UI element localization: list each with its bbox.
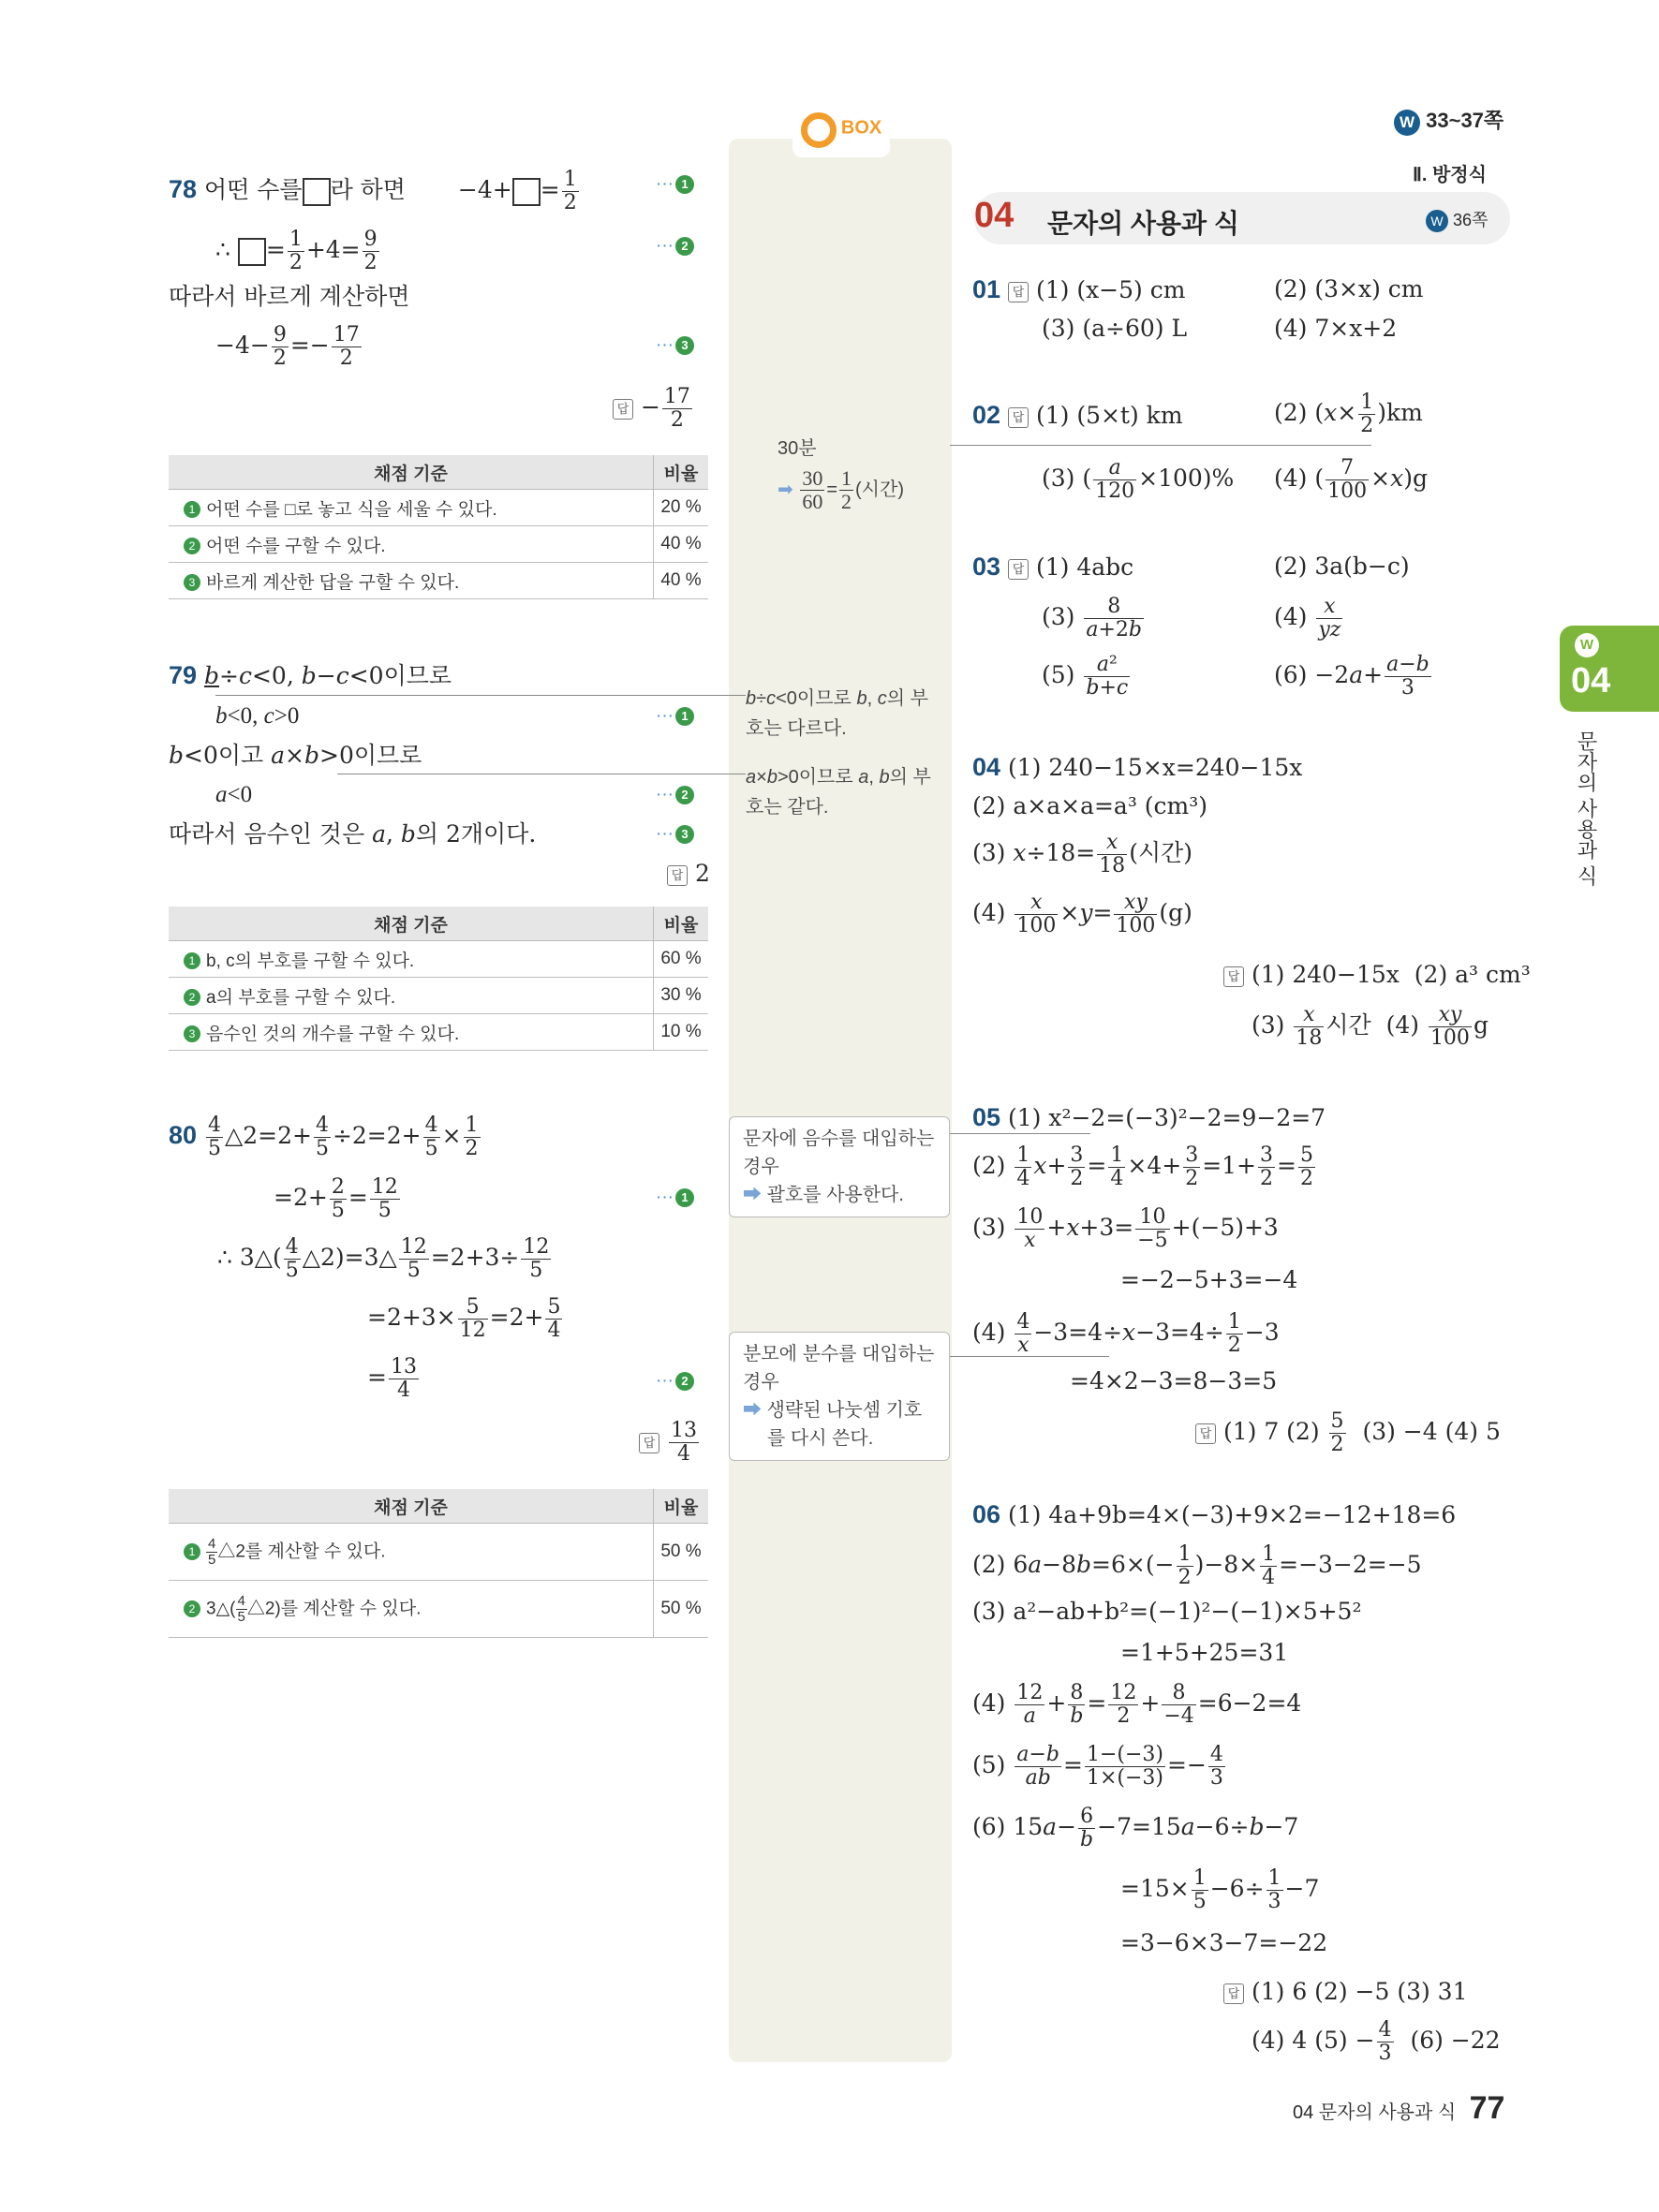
connector-line: [950, 445, 1371, 446]
q06-answer-row2: (4) 4 (5) − $\frac{4}{3}$ (6) −22: [1252, 2018, 1501, 2065]
criteria-table-79: 채점 기준 비율 1 b, c의 부호를 구할 수 있다. 60 % 2 a의 부호를 구할 수 있다. 30 % 3 음수인 것의 개수를 구할 수 있다. 10 %: [169, 907, 708, 1051]
q04-l4: (4) $\frac{x}{100}$ ×y= $\frac{xy}{100}$ (g): [972, 891, 1192, 937]
step-3: ··· 3: [656, 335, 694, 356]
step-1: ··· 1: [656, 706, 694, 727]
q06-l2: (2) 6a−8b=6×(− $\frac{1}{2}$ )−8× $\frac{1}{4}$ =−3−2=−5: [972, 1542, 1422, 1589]
table-row: 1 $\frac{4}{5}$ △2를 계산할 수 있다. 50 %: [169, 1524, 708, 1581]
q06-l6c: =3−6×3−7=−22: [1120, 1929, 1328, 1956]
q06-answer-row1: 답 (1) 6 (2) −5 (3) 31: [1223, 1978, 1468, 2006]
problem-78-line4: −4− $\frac{9}{2}$ =− $\frac{17}{2}$: [215, 323, 360, 370]
q01-a3: (3) (a÷60) L: [1042, 315, 1188, 342]
answer-icon: 답: [639, 1433, 659, 1453]
section-label: Ⅱ. 방정식: [1413, 165, 1487, 185]
q05-l3: (3) $\frac{10}{x}$ +x+3= $\frac{10}{-5}$ +(−5)+3: [972, 1205, 1279, 1252]
qbox-logo: [792, 109, 890, 157]
step-2: ··· 2: [656, 785, 694, 805]
step-1: ··· 1: [656, 174, 694, 195]
q06-l3: (3) a²−ab+b²=(−1)²−(−1)×5+5²: [972, 1598, 1362, 1625]
chapter-number: 04: [974, 196, 1015, 235]
problem-79-line3: b<0이고 a×b>0이므로: [169, 742, 422, 769]
q06-l5: (5) $\frac{a-b}{ab}$ = $\frac{1-(-3)}{1\times(-3)}$ =− $\frac{4}{3}$: [972, 1743, 1223, 1790]
problem-80-line3: ∴ 3△( $\frac{4}{5}$ △2)=3△ $\frac{12}{5}$ =2+3÷ $\frac{12}{5}$: [217, 1235, 550, 1282]
step-3: ··· 3: [656, 824, 694, 845]
note-ab-sign: a×b>0이므로 a, b의 부호는 같다.: [746, 767, 931, 818]
step-2: ··· 2: [656, 236, 694, 257]
q05-l1: 05 (1) x²−2=(−3)²−2=9−2=7: [972, 1103, 1326, 1131]
table-row: 1 b, c의 부호를 구할 수 있다. 60 %: [169, 941, 708, 978]
page-number: 77: [1469, 2090, 1505, 2126]
criteria-table-80: 채점 기준 비율 1 $\frac{4}{5}$ △2를 계산할 수 있다. 50 % 2 3△( $\frac{4}{5}$ △2)를 계산할 수 있다. 50 %: [169, 1489, 708, 1638]
side-tab: [1560, 626, 1659, 712]
q03-a3: (3) $\frac{8}{a+2b}$: [1042, 595, 1143, 641]
chapter-ref: W 36쪽: [1426, 207, 1488, 232]
q01-a2: (2) (3×x) cm: [1274, 275, 1424, 302]
answer-icon: 답: [1008, 407, 1029, 428]
answer-icon: 답: [667, 865, 688, 886]
q06-l6b: =15× $\frac{1}{5}$ −6÷ $\frac{1}{3}$ −7: [1120, 1866, 1320, 1913]
problem-80-line5: = $\frac{13}{4}$: [367, 1355, 417, 1402]
q06-l1: 06 (1) 4a+9b=4×(−3)+9×2=−12+18=6: [972, 1500, 1457, 1528]
table-row: 2 어떤 수를 구할 수 있다. 40 %: [169, 526, 708, 563]
q02-row1: 02 답 (1) (5×t) km: [972, 401, 1183, 429]
problem-79-line5: 따라서 음수인 것은 a, b의 2개이다.: [169, 820, 537, 848]
problem-79-line2: b<0, c>0: [215, 703, 300, 729]
q04-l1: 04 (1) 240−15×x=240−15x: [972, 753, 1303, 781]
q06-l6: (6) 15a− $\frac{6}{b}$ −7=15a−6÷b−7: [972, 1805, 1299, 1851]
q06-l4: (4) $\frac{12}{a}$ + $\frac{8}{b}$ = $\frac{12}{2}$ + $\frac{8}{-4}$ =6−2=4: [972, 1681, 1302, 1728]
q03-row1: 03 답 (1) 4abc: [972, 553, 1134, 581]
answer-icon: 답: [1195, 1423, 1216, 1444]
q02-a3: (3) ( $\frac{a}{120}$ ×100)%: [1042, 456, 1235, 503]
q05-l3b: =−2−5+3=−4: [1120, 1266, 1298, 1293]
q04-l3: (3) x÷18= $\frac{x}{18}$ (시간): [972, 831, 1192, 877]
connector-line: [215, 695, 746, 696]
w-icon: W: [1394, 110, 1420, 136]
table-row: 3 음수인 것의 개수를 구할 수 있다. 10 %: [169, 1014, 708, 1051]
qbox-column: [729, 139, 952, 2062]
q04-answer-row1: 답 (1) 240−15x (2) a³ cm³: [1223, 961, 1531, 989]
table-row: 1 어떤 수를 □로 놓고 식을 세울 수 있다. 20 %: [169, 490, 708, 526]
connector-line: [950, 1133, 1090, 1134]
problem-78-line1: 78 어떤 수를 라 하면 −4+ = $\frac{1}{2}$: [169, 168, 577, 214]
q03-a2: (2) 3a(b−c): [1274, 553, 1410, 580]
problem-80-line4: =2+3× $\frac{5}{12}$ =2+ $\frac{5}{4}$: [367, 1295, 561, 1342]
q03-a5: (5) $\frac{\text{a²}}{b+c}$: [1042, 653, 1129, 700]
note-negative-substitution: 문자에 음수를 대입하는 경우 ➡ 괄호를 사용한다.: [729, 1116, 950, 1217]
note-bc-sign: b÷c<0이므로 b, c의 부호는 다르다.: [746, 688, 928, 739]
q02-a2: (2) (x× $\frac{1}{2}$ )km: [1274, 391, 1423, 437]
answer-80: 답 $\frac{13}{4}$: [639, 1420, 701, 1466]
problem-80-line2: =2+ $\frac{2}{5}$ = $\frac{12}{5}$: [274, 1175, 398, 1222]
q03-a6: (6) −2a+ $\frac{a-b}{3}$: [1274, 653, 1429, 700]
note-fraction-substitution: 분모에 분수를 대입하는 경우 ➡ 생략된 나눗셈 기호를 다시 쓴다.: [729, 1332, 950, 1461]
problem-79-line1: 79 b÷c<0, b−c<0이므로: [169, 661, 452, 689]
answer-icon: 답: [1223, 966, 1244, 987]
answer-79: 답 2: [667, 860, 710, 888]
problem-78-line3: 따라서 바르게 계산하면: [169, 283, 410, 310]
footer: [1293, 2090, 1504, 2127]
problem-78-line2: ∴ = $\frac{1}{2}$ +4= $\frac{9}{2}$: [215, 228, 378, 274]
chapter-title: 문자의 사용과 식: [1047, 209, 1239, 238]
criteria-table-78: 채점 기준 비율 1 어떤 수를 □로 놓고 식을 세울 수 있다. 20 % 2 어떤 수를 구할 수 있다. 40 % 3 바르게 계산한 답을 구할 수 있다. 40 %: [169, 455, 708, 599]
side-tab-text: 문자의 사용과 식: [1575, 730, 1598, 887]
chapter-banner: [974, 192, 1510, 244]
note-30min: 30분 ➡ $\frac{30}{60}$ = $\frac{1}{2}$ (시간): [778, 438, 904, 513]
q03-a4: (4) $\frac{x}{yz}$: [1274, 595, 1341, 641]
q05-l4b: =4×2−3=8−3=5: [1070, 1367, 1278, 1394]
answer-icon: 답: [1008, 559, 1029, 580]
q06-l3b: =1+5+25=31: [1120, 1639, 1289, 1666]
answer-78: 답 − $\frac{17}{2}$: [613, 386, 694, 432]
q02-a4: (4) ( $\frac{7}{100}$ ×x)g: [1274, 456, 1428, 503]
q05-answer: 답 (1) 7 (2) $\frac{5}{2}$ (3) −4 (4) 5: [1195, 1410, 1501, 1456]
q01-a4: (4) 7×x+2: [1274, 315, 1398, 342]
answer-icon: 답: [1223, 1983, 1244, 2004]
qbox-label: BOX: [840, 117, 882, 139]
step-2: ··· 2: [656, 1371, 694, 1392]
q05-l2: (2) $\frac{1}{4}$ x+ $\frac{3}{2}$ = $\frac{1}{4}$ ×4+ $\frac{3}{2}$ =1+ $\frac{3}{2}$ = $\frac{5}{2}$: [972, 1143, 1313, 1190]
table-row: 2 a의 부호를 구할 수 있다. 30 %: [169, 978, 708, 1014]
page-ref: W 33~37쪽: [1394, 105, 1503, 136]
answer-icon: 답: [1008, 282, 1029, 302]
q05-l4: (4) $\frac{4}{x}$ −3=4÷x−3=4÷ $\frac{1}{2}$ −3: [972, 1310, 1280, 1357]
w-icon: W: [1575, 633, 1599, 657]
problem-79-line4: a<0: [215, 782, 253, 807]
side-tab-number: 04: [1571, 661, 1611, 700]
answer-icon: 답: [613, 399, 633, 420]
table-row: 2 3△( $\frac{4}{5}$ △2)를 계산할 수 있다. 50 %: [169, 1581, 708, 1638]
q01-row1: 01 답 (1) (x−5) cm: [972, 275, 1186, 303]
table-row: 3 바르게 계산한 답을 구할 수 있다. 40 %: [169, 563, 708, 599]
step-1: ··· 1: [656, 1187, 694, 1208]
footer-chapter: 04 문자의 사용과 식: [1293, 2102, 1457, 2123]
problem-80-line1: 80 $\frac{4}{5}$ △2=2+ $\frac{4}{5}$ ÷2=2+ $\frac{4}{5}$ × $\frac{1}{2}$: [169, 1113, 479, 1160]
w-icon: W: [1426, 210, 1448, 232]
q04-answer-row2: (3) $\frac{x}{18}$ 시간 (4) $\frac{xy}{100}$ g: [1252, 1003, 1489, 1050]
qbox-q-icon: [801, 112, 837, 148]
q04-l2: (2) a×a×a=a³ (cm³): [972, 792, 1208, 819]
